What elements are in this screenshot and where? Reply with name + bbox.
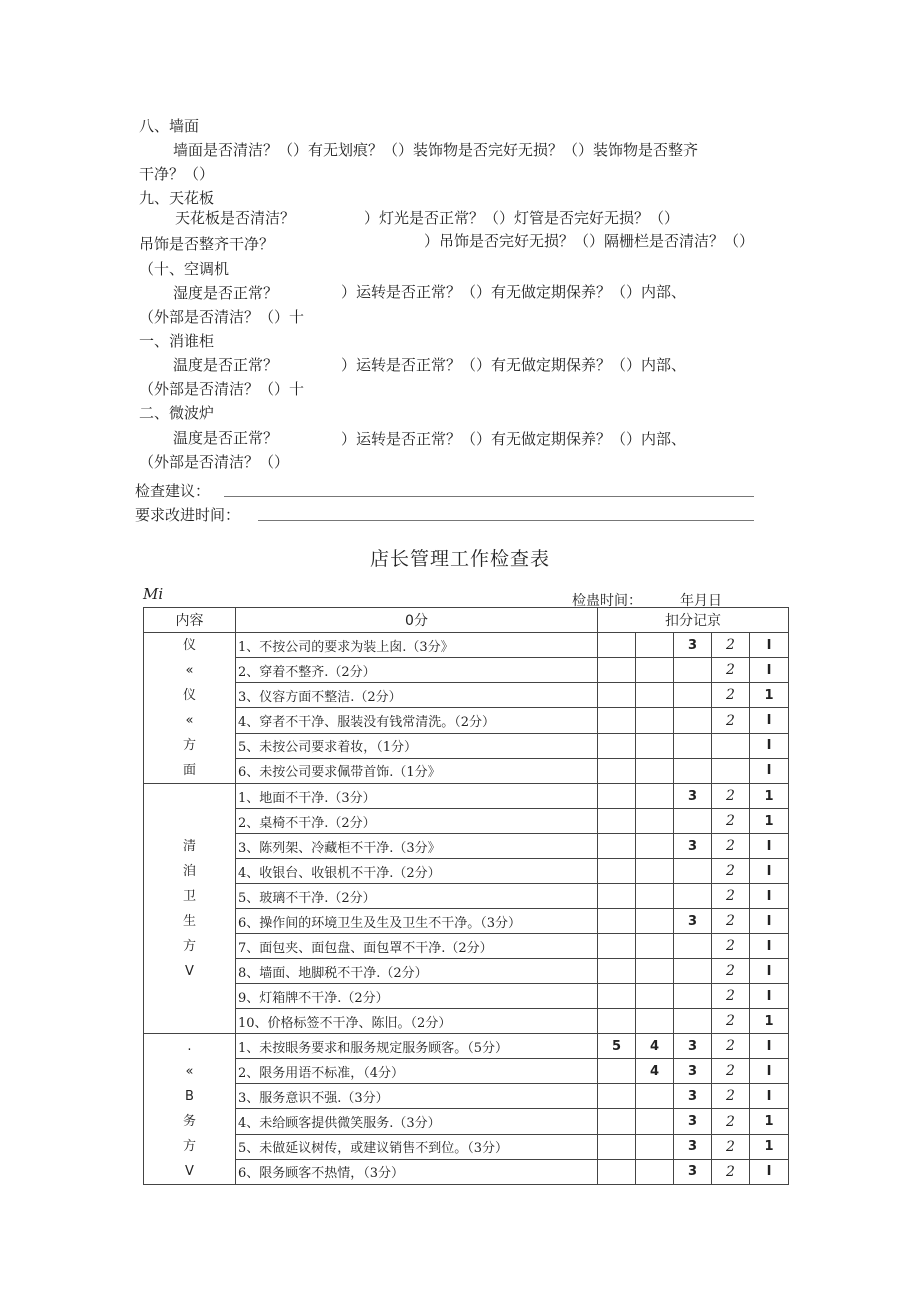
table-row [144, 1009, 789, 1034]
table-row [144, 959, 789, 984]
score-cell [598, 758, 636, 783]
checklist-table [143, 607, 789, 1185]
cabinet-heading: 一、消谁柜 [139, 332, 215, 350]
score-cell [674, 809, 712, 834]
score-cell: 2 [712, 934, 750, 959]
header-content: 内容 [144, 608, 236, 633]
ceiling-question-line: 天花板是否清洁？ [175, 209, 296, 227]
score-cell: I [750, 959, 789, 984]
cabinet-question-line: 温度是否正常？ [173, 356, 279, 374]
category-cell [144, 633, 236, 784]
item-description: 2、穿着不整齐.（2分） [236, 658, 598, 683]
score-cell: 3 [674, 1134, 712, 1159]
check-time-value: 年月日 [680, 593, 722, 609]
item-description: 9、灯箱牌不干净.（2分） [236, 984, 598, 1009]
score-cell [636, 708, 674, 733]
header-deduction-record: 扣分记京 [598, 608, 789, 633]
table-row [144, 1134, 789, 1159]
score-cell: 2 [712, 658, 750, 683]
improve-time-line [258, 520, 754, 521]
score-cell [712, 733, 750, 758]
score-cell [674, 884, 712, 909]
score-cell [674, 733, 712, 758]
score-cell: I [750, 633, 789, 658]
score-cell [598, 884, 636, 909]
score-cell: I [750, 834, 789, 859]
item-description: 2、桌椅不干净.（2分） [236, 809, 598, 834]
table-row [144, 1084, 789, 1109]
score-cell: 2 [712, 1134, 750, 1159]
header-score: 0分 [236, 608, 598, 633]
item-description: 4、穿者不干净、服装没有钱常清洗。（2分） [236, 708, 598, 733]
score-cell: 2 [712, 1109, 750, 1134]
category-char: 务 [182, 1114, 196, 1129]
table-row [144, 633, 789, 658]
score-cell: 1 [750, 1009, 789, 1034]
category-char: 仪 [182, 638, 196, 653]
score-cell: 2 [712, 1084, 750, 1109]
score-cell [636, 984, 674, 1009]
item-description: 4、未给顾客提供微笑服务.（3分） [236, 1109, 598, 1134]
score-cell [598, 909, 636, 934]
score-cell [674, 934, 712, 959]
item-description: 3、陈列架、冷藏柜不干净.（3分》 [236, 834, 598, 859]
item-description: 4、收银台、收银机不干净.（2分） [236, 859, 598, 884]
score-cell: 2 [712, 909, 750, 934]
item-description: 5、未做延议树传，或建议销售不到位。（3分） [236, 1134, 598, 1159]
score-cell [636, 1009, 674, 1034]
category-char: 生 [182, 913, 196, 929]
score-cell: I [750, 658, 789, 683]
score-cell: I [750, 934, 789, 959]
category-char: 方 [182, 738, 196, 753]
improve-time-label: 要求改进时间： [135, 506, 241, 524]
wall-heading: 八、墙面 [139, 117, 200, 135]
ceiling-question-line: 吊饰是否整齐干净？ [139, 235, 275, 253]
category-char: « [185, 713, 194, 728]
ceiling-question-line: ）吊饰是否完好无损？（）隔栅栏是否清洁？（） [424, 232, 755, 250]
table-row [144, 934, 789, 959]
table-row [144, 809, 789, 834]
score-cell: 2 [712, 809, 750, 834]
check-time-label: 检蛊时间： [572, 593, 642, 609]
score-cell [598, 1059, 636, 1084]
score-cell: 2 [712, 859, 750, 884]
item-description: 6、操作间的环境卫生及生及卫生不干净。（3分） [236, 909, 598, 934]
score-cell: 2 [712, 1059, 750, 1084]
score-cell: 1 [750, 1134, 789, 1159]
microwave-question-line: 温度是否正常？ [173, 429, 279, 447]
score-cell [674, 708, 712, 733]
score-cell [674, 984, 712, 1009]
score-cell: 4 [636, 1034, 674, 1059]
score-cell [598, 683, 636, 708]
table-row [144, 884, 789, 909]
score-cell: 4 [636, 1059, 674, 1084]
aircon-heading: （十、空调机 [139, 260, 230, 278]
wall-question-line: 干净？（） [139, 165, 215, 183]
score-cell: I [750, 859, 789, 884]
cabinet-question-line: （外部是否清洁？（）十 [139, 380, 305, 398]
score-cell [674, 1009, 712, 1034]
score-cell: 5 [598, 1034, 636, 1059]
aircon-question-line: ）运转是否正常？（）有无做定期保养？（）内部、 [341, 283, 687, 301]
score-cell [598, 708, 636, 733]
category-char: 仪 [182, 688, 196, 703]
wall-question-line: 墙面是否清洁？（）有无划痕？（）装饰物是否完好无损？（）装饰物是否整齐 [173, 141, 699, 159]
score-cell: 3 [674, 909, 712, 934]
score-cell [598, 784, 636, 809]
score-cell: 3 [674, 834, 712, 859]
ceiling-question-line: ）灯光是否正常？（）灯管是否完好无损？（） [364, 209, 680, 227]
score-cell: 2 [712, 884, 750, 909]
item-description: 3、服务意识不强.（3分） [236, 1084, 598, 1109]
score-cell: 1 [750, 1109, 789, 1134]
score-cell [636, 959, 674, 984]
item-description: 1、地面不干净.（3分） [236, 784, 598, 809]
score-cell: 2 [712, 1009, 750, 1034]
score-cell: I [750, 1084, 789, 1109]
score-cell [598, 1009, 636, 1034]
score-cell [598, 959, 636, 984]
score-cell: 3 [674, 633, 712, 658]
score-cell [598, 1084, 636, 1109]
score-cell: 2 [712, 1159, 750, 1184]
score-cell [636, 633, 674, 658]
score-cell [636, 658, 674, 683]
item-description: 1、未按眼务要求和服务规定服务顾客。（5分） [236, 1034, 598, 1059]
microwave-question-line: （外部是否清洁？（） [139, 453, 290, 471]
score-cell [598, 809, 636, 834]
score-cell [636, 809, 674, 834]
score-cell [674, 683, 712, 708]
item-description: 6、未按公司要求佩带首饰.（1分》 [236, 758, 598, 783]
score-cell: 3 [674, 1109, 712, 1134]
score-cell: 2 [712, 1034, 750, 1059]
score-cell: 3 [674, 1159, 712, 1184]
table-row [144, 1159, 789, 1184]
category-char: . [187, 1039, 192, 1054]
score-cell [598, 633, 636, 658]
score-cell: 1 [750, 809, 789, 834]
microwave-heading: 二、微波炉 [139, 404, 215, 422]
score-cell [598, 733, 636, 758]
score-cell [598, 984, 636, 1009]
score-cell: I [750, 884, 789, 909]
table-row [144, 859, 789, 884]
score-cell [674, 959, 712, 984]
category-char: 面 [182, 763, 196, 778]
microwave-question-line: ）运转是否正常？（）有无做定期保养？（）内部、 [341, 430, 687, 448]
score-cell: 3 [674, 1084, 712, 1109]
category-char: V [185, 963, 194, 979]
score-cell [636, 834, 674, 859]
score-cell: I [750, 909, 789, 934]
score-cell [674, 658, 712, 683]
score-cell: I [750, 708, 789, 733]
score-cell [598, 834, 636, 859]
table-row [144, 784, 789, 809]
table-row [144, 1059, 789, 1084]
table-row [144, 733, 789, 758]
score-cell [636, 683, 674, 708]
score-cell: 1 [750, 784, 789, 809]
score-cell: I [750, 1059, 789, 1084]
score-cell: I [750, 733, 789, 758]
table-header-row [144, 608, 789, 633]
table-row [144, 834, 789, 859]
score-cell [636, 1134, 674, 1159]
category-char: 方 [182, 1139, 196, 1154]
score-cell: 2 [712, 683, 750, 708]
score-cell [598, 1109, 636, 1134]
table-row [144, 1034, 789, 1059]
score-cell: 2 [712, 633, 750, 658]
category-char: 清 [182, 838, 196, 854]
item-description: 6、限务顾客不热情，（3分） [236, 1159, 598, 1184]
score-cell: I [750, 984, 789, 1009]
item-description: 1、不按公司的要求为装上囱.（3分》 [236, 633, 598, 658]
suggestion-label: 检查建议： [135, 482, 211, 500]
score-cell: 2 [712, 834, 750, 859]
suggestion-line [224, 496, 754, 497]
item-description: 5、未按公司要求着妆，（1分） [236, 733, 598, 758]
item-description: 10、价格标签不干净、陈旧。（2分） [236, 1009, 598, 1034]
table-row [144, 909, 789, 934]
score-cell [636, 733, 674, 758]
score-cell [636, 784, 674, 809]
table-row [144, 758, 789, 783]
score-cell [598, 1159, 636, 1184]
item-description: 2、限务用语不标准，（4分） [236, 1059, 598, 1084]
score-cell [636, 1109, 674, 1134]
table-row [144, 683, 789, 708]
cabinet-question-line: ）运转是否正常？（）有无做定期保养？（）内部、 [341, 356, 687, 374]
checklist-title: 店长管理工作检查表 [369, 548, 550, 570]
category-cell [144, 784, 236, 1034]
handwritten-mark: Mi [143, 585, 164, 603]
score-cell [712, 758, 750, 783]
table-row [144, 708, 789, 733]
score-cell: I [750, 1034, 789, 1059]
table-row [144, 984, 789, 1009]
aircon-question-line: （外部是否清洁？（）十 [139, 308, 305, 326]
category-char: « [185, 1064, 194, 1079]
score-cell: 3 [674, 1034, 712, 1059]
score-cell [598, 859, 636, 884]
aircon-question-line: 湿度是否正常？ [173, 284, 279, 302]
score-cell [598, 658, 636, 683]
score-cell [598, 1134, 636, 1159]
score-cell: 2 [712, 784, 750, 809]
score-cell [636, 758, 674, 783]
score-cell [636, 884, 674, 909]
score-cell: 1 [750, 683, 789, 708]
ceiling-heading: 九、天花板 [139, 189, 215, 207]
item-description: 8、墙面、地脚税不干净.（2分） [236, 959, 598, 984]
score-cell [636, 1159, 674, 1184]
score-cell: 3 [674, 1059, 712, 1084]
score-cell [598, 934, 636, 959]
score-cell [636, 909, 674, 934]
category-cell [144, 1034, 236, 1185]
item-description: 3、仪容方面不整洁.（2分） [236, 683, 598, 708]
score-cell: 2 [712, 959, 750, 984]
item-description: 5、玻璃不干净.（2分） [236, 884, 598, 909]
score-cell: I [750, 758, 789, 783]
score-cell: 3 [674, 784, 712, 809]
table-row [144, 1109, 789, 1134]
category-char: V [185, 1164, 194, 1179]
score-cell [636, 1084, 674, 1109]
score-cell: I [750, 1159, 789, 1184]
category-char: 卫 [182, 888, 196, 904]
category-char: « [185, 663, 194, 678]
category-char: 洎 [182, 863, 196, 879]
score-cell: 2 [712, 708, 750, 733]
score-cell [636, 859, 674, 884]
score-cell: 2 [712, 984, 750, 1009]
score-cell [674, 758, 712, 783]
table-row [144, 658, 789, 683]
score-cell [636, 934, 674, 959]
score-cell [674, 859, 712, 884]
item-description: 7、面包夹、面包盘、面包罩不干净.（2分） [236, 934, 598, 959]
category-char: 方 [182, 938, 196, 954]
category-char: B [185, 1089, 194, 1104]
